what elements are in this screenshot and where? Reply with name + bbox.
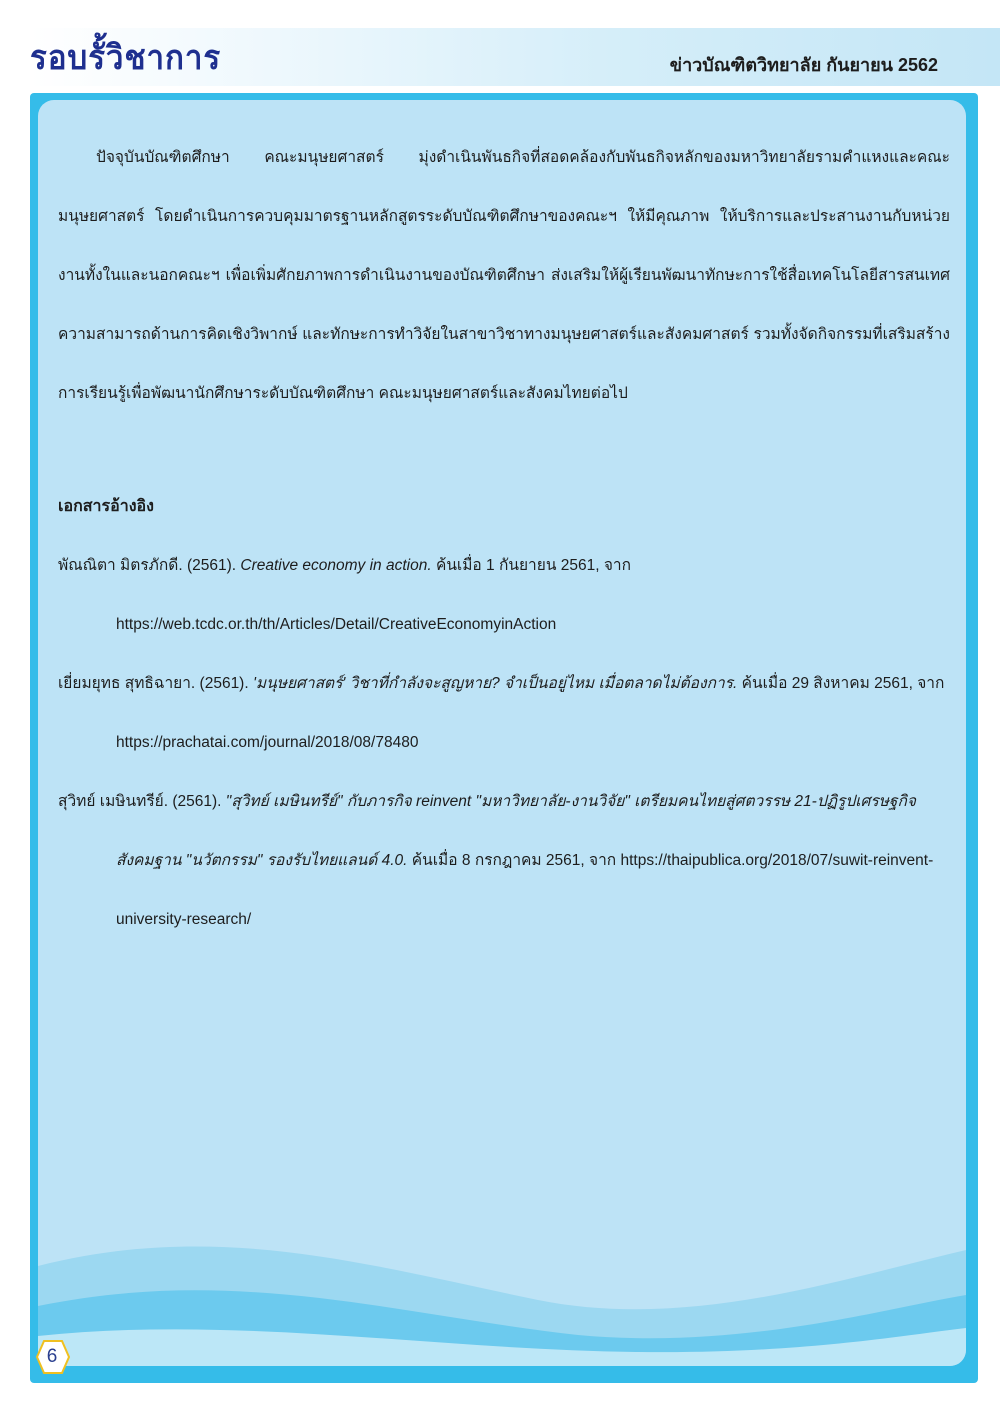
- reference-author: เยี่ยมยุทธ สุทธิฉายา. (2561).: [58, 675, 249, 692]
- reference-author: สุวิทย์ เมษินทรีย์. (2561).: [58, 793, 222, 810]
- reference-source: ค้นเมื่อ 29 สิงหาคม 2561, จาก https://prachatai.com/journal/2018/08/78480: [116, 675, 945, 751]
- body-paragraph: ปัจจุบันบัณฑิตศึกษา คณะมนุษยศาสตร์ มุ่งดำเนินพันธกิจที่สอดคล้องกับพันธกิจหลักของมหาวิทยาลัยรามคำแหงและคณะมนุษยศาสตร์ โดยดำเนินการควบคุมมาตรฐานหลักสูตรระดับบัณฑิตศึกษาของคณะฯ ให้มีคุณภาพ ให้บริการและประสานงานกับหน่วยงานทั้งในและนอกคณะฯ เพื่อเพิ่มศักยภาพการดำเนินงานของบัณฑิตศึกษา ส่งเสริมให้ผู้เรียนพัฒนาทักษะการใช้สื่อเทคโนโลยีสารสนเทศ ความสามารถด้านการคิดเชิงวิพากษ์ และทักษะการทำวิจัยในสาขาวิชาทางมนุษยศาสตร์และสังคมศาสตร์ รวมทั้งจัดกิจกรรมที่เสริมสร้างการเรียนรู้เพื่อพัฒนานักศึกษาระดับบัณฑิตศึกษา คณะมนุษยศาสตร์และสังคมไทยต่อไป: [58, 149, 950, 402]
- page-number: 6: [46, 1346, 58, 1367]
- reference-title: Creative economy in action.: [240, 557, 432, 574]
- section-title: รอบรั้วิชาการ: [30, 38, 222, 78]
- reference-item: [58, 772, 950, 949]
- references-heading: เอกสารอ้างอิง: [58, 498, 154, 515]
- reference-item: [58, 654, 950, 772]
- reference-title: "สุวิทย์ เมษินทรีย์" กับภารกิจ reinvent "มหาวิทยาลัย-งานวิจัย" เตรียมคนไทยสู่ศตวรรษ 21-ปฏิรูปเศรษฐกิจสังคมฐาน "นวัตกรรม" รองรับไทยแลนด์ 4.0.: [116, 793, 916, 869]
- reference-source: ค้นเมื่อ 1 กันยายน 2561, จาก https://web.tcdc.or.th/th/Articles/Detail/CreativeEconomyinAction: [116, 557, 631, 633]
- reference-author: พัณณิตา มิตรภักดี. (2561).: [58, 557, 237, 574]
- content-panel: [38, 100, 966, 1366]
- article-content: [58, 128, 950, 949]
- issue-title: ข่าวบัณฑิตวิทยาลัย กันยายน 2562: [669, 55, 938, 75]
- reference-title: 'มนุษยศาสตร์' วิชาที่กำลังจะสูญหาย? จำเป็นอยู่ไหม เมื่อตลาดไม่ต้องการ.: [252, 675, 738, 692]
- reference-item: [58, 536, 950, 654]
- reference-source: ค้นเมื่อ 8 กรกฎาคม 2561, จาก https://thaipublica.org/2018/07/suwit-reinvent-university-research/: [116, 852, 934, 928]
